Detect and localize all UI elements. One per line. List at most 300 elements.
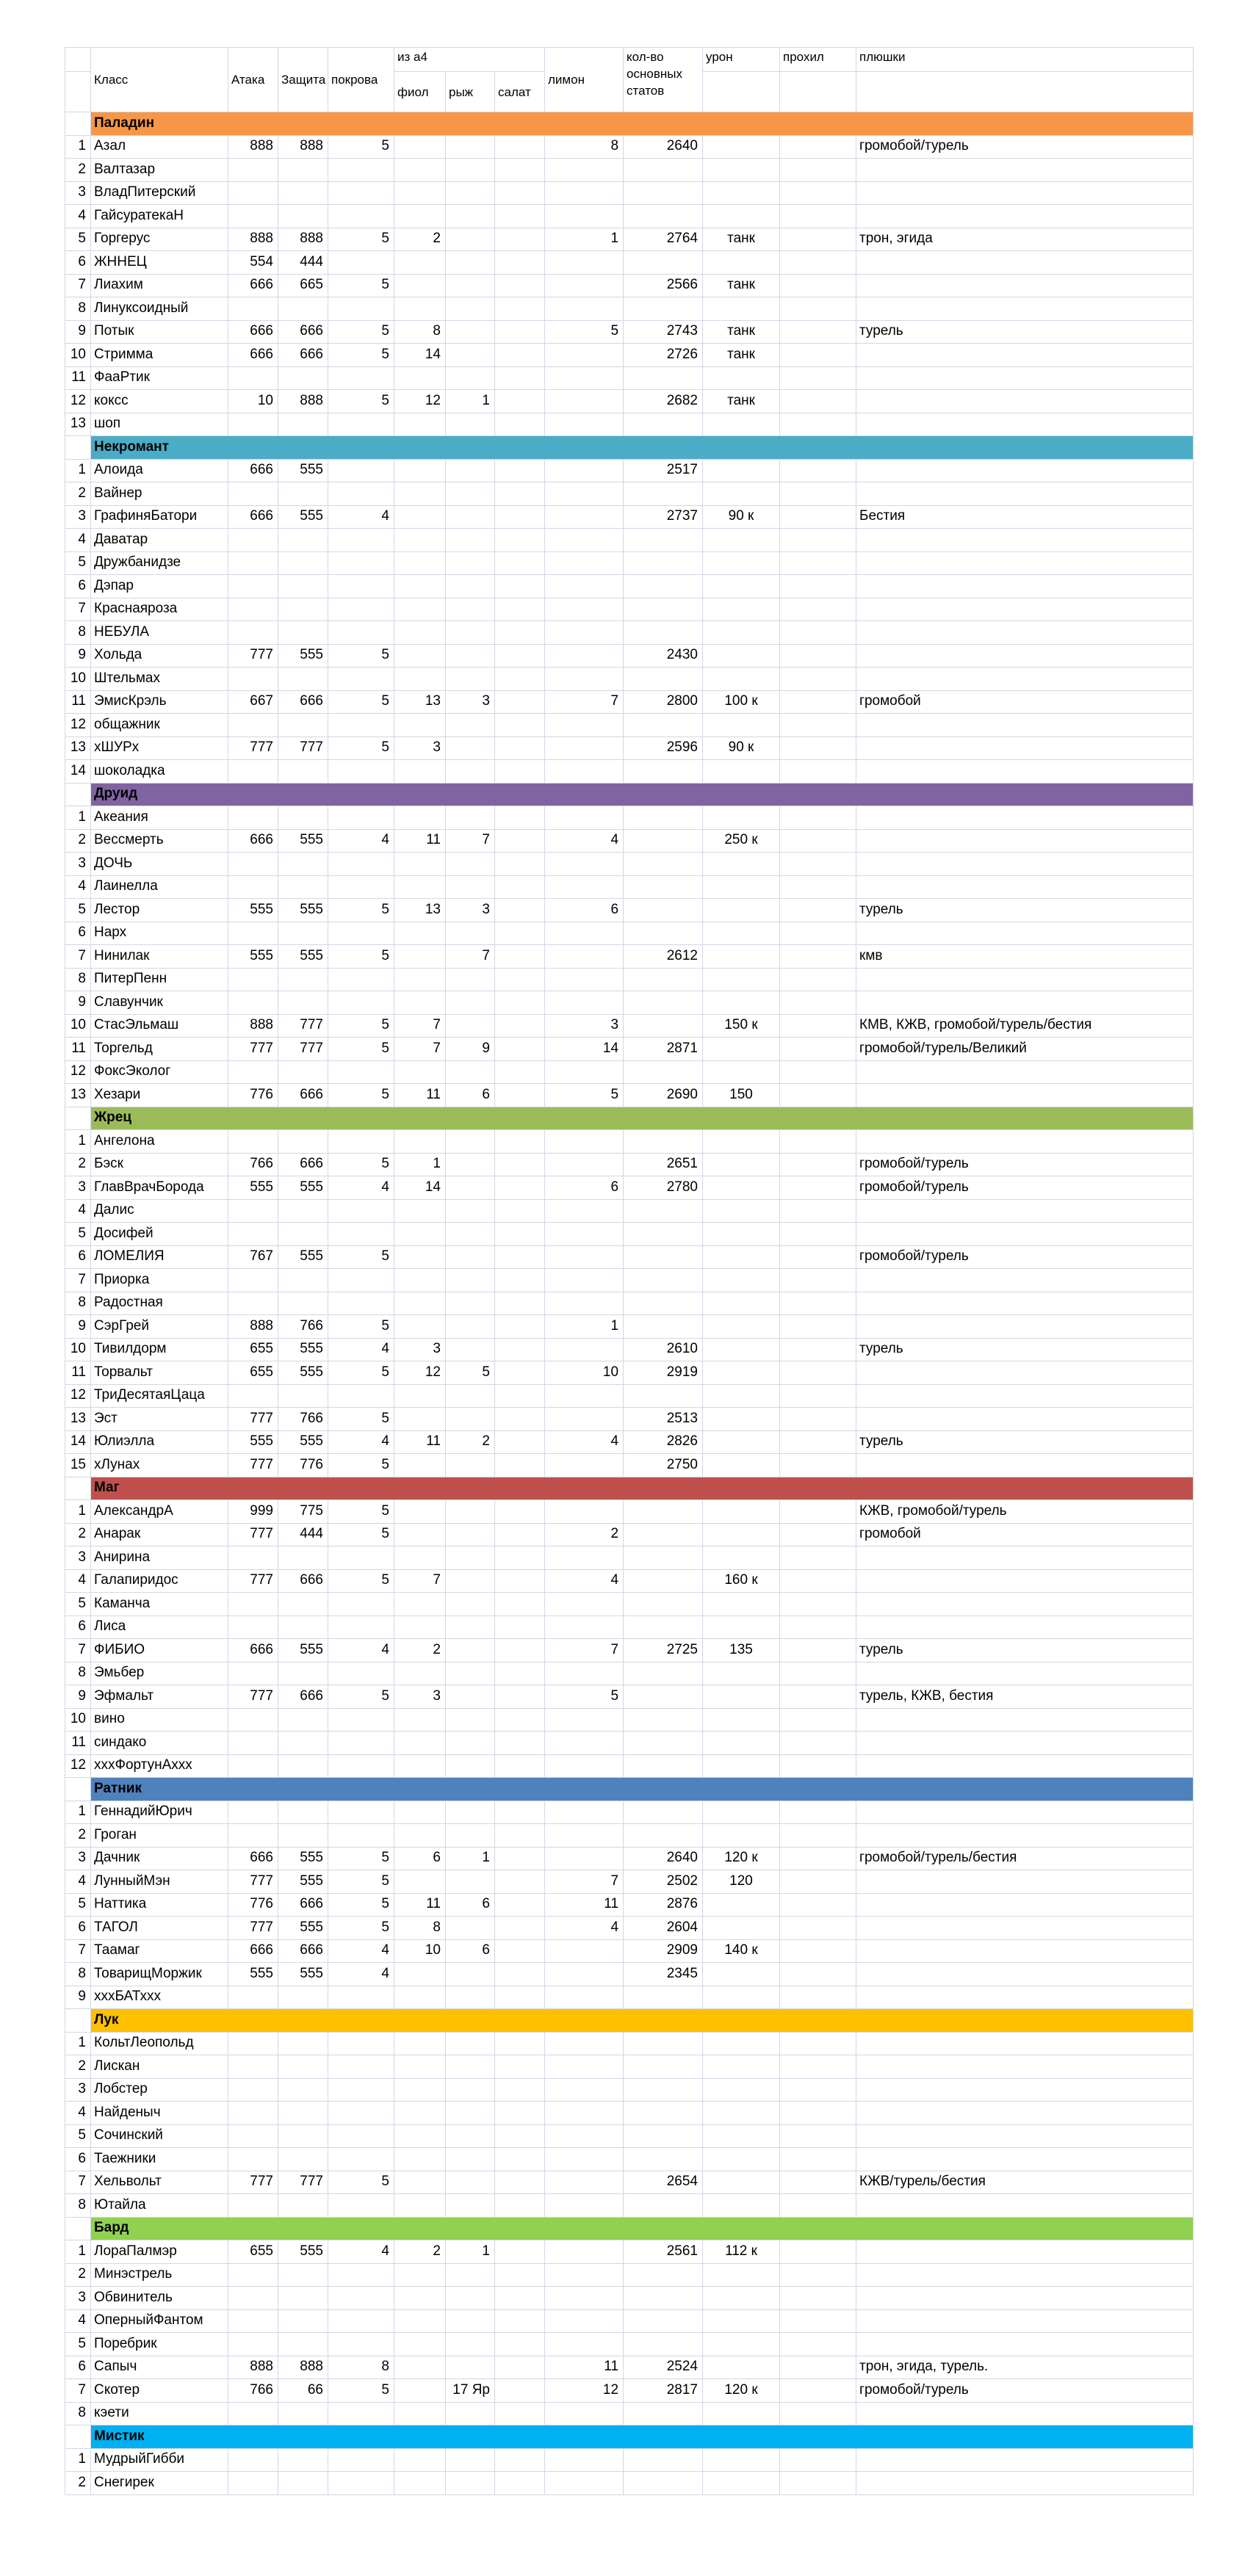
plushki-cell[interactable]: громобой/турель/бестия — [856, 1847, 1194, 1870]
limon-cell[interactable] — [545, 644, 624, 667]
defense-cell[interactable]: 555 — [278, 1963, 328, 1986]
uron-cell[interactable]: 160 к — [703, 1569, 780, 1593]
stats-cell[interactable]: 2654 — [624, 2171, 703, 2194]
stats-cell[interactable]: 2651 — [624, 1153, 703, 1176]
limon-cell[interactable]: 5 — [545, 1685, 624, 1709]
pokrova-cell[interactable]: 5 — [328, 1408, 394, 1431]
limon-cell[interactable] — [545, 482, 624, 506]
defense-cell[interactable] — [278, 621, 328, 645]
uron-cell[interactable] — [703, 644, 780, 667]
prohil-cell[interactable] — [780, 2078, 856, 2102]
fiol-cell[interactable]: 2 — [394, 228, 446, 251]
uron-cell[interactable] — [703, 1384, 780, 1408]
defense-cell[interactable] — [278, 551, 328, 575]
uron-cell[interactable] — [703, 1176, 780, 1200]
attack-cell[interactable] — [228, 991, 278, 1015]
plushki-cell[interactable] — [856, 991, 1194, 1015]
stats-cell[interactable]: 2610 — [624, 1338, 703, 1361]
class-cell[interactable]: Таежники — [91, 2148, 228, 2171]
header-fiol[interactable]: фиол — [394, 72, 446, 112]
uron-cell[interactable]: танк — [703, 228, 780, 251]
ryzh-cell[interactable] — [446, 1384, 495, 1408]
fiol-cell[interactable] — [394, 1454, 446, 1477]
pokrova-cell[interactable] — [328, 2402, 394, 2425]
pokrova-cell[interactable] — [328, 1732, 394, 1755]
group-header-cell[interactable]: Ратник — [91, 1778, 1194, 1801]
row-number-cell[interactable]: 1 — [65, 1801, 91, 1824]
class-cell[interactable]: Даватар — [91, 529, 228, 552]
ryzh-cell[interactable] — [446, 2402, 495, 2425]
stats-cell[interactable] — [624, 991, 703, 1015]
defense-cell[interactable] — [278, 1199, 328, 1223]
class-cell[interactable]: Галапиридос — [91, 1569, 228, 1593]
prohil-cell[interactable] — [780, 251, 856, 275]
fiol-cell[interactable] — [394, 1986, 446, 2009]
salat-cell[interactable] — [495, 1361, 545, 1385]
pokrova-cell[interactable] — [328, 2102, 394, 2125]
row-number-cell[interactable]: 6 — [65, 1245, 91, 1269]
defense-cell[interactable] — [278, 1616, 328, 1639]
row-number-cell[interactable]: 10 — [65, 1014, 91, 1038]
ryzh-cell[interactable]: 6 — [446, 1084, 495, 1107]
limon-cell[interactable]: 14 — [545, 1038, 624, 1061]
attack-cell[interactable] — [228, 760, 278, 784]
defense-cell[interactable] — [278, 2124, 328, 2148]
stats-cell[interactable] — [624, 413, 703, 436]
attack-cell[interactable] — [228, 1754, 278, 1778]
prohil-cell[interactable] — [780, 2309, 856, 2333]
defense-cell[interactable] — [278, 2194, 328, 2218]
ryzh-cell[interactable] — [446, 413, 495, 436]
pokrova-cell[interactable] — [328, 621, 394, 645]
uron-cell[interactable] — [703, 1361, 780, 1385]
defense-cell[interactable] — [278, 1384, 328, 1408]
plushki-cell[interactable]: громобой/турель — [856, 1245, 1194, 1269]
plushki-cell[interactable] — [856, 714, 1194, 737]
prohil-cell[interactable] — [780, 922, 856, 945]
row-number-cell[interactable]: 7 — [65, 598, 91, 621]
uron-cell[interactable] — [703, 1223, 780, 1246]
pokrova-cell[interactable]: 5 — [328, 274, 394, 297]
ryzh-cell[interactable]: 1 — [446, 390, 495, 413]
ryzh-cell[interactable]: 9 — [446, 1038, 495, 1061]
plushki-cell[interactable] — [856, 2055, 1194, 2079]
defense-cell[interactable]: 444 — [278, 251, 328, 275]
fiol-cell[interactable] — [394, 1384, 446, 1408]
salat-cell[interactable] — [495, 1338, 545, 1361]
fiol-cell[interactable]: 11 — [394, 1084, 446, 1107]
class-cell[interactable]: ОперныйФантом — [91, 2309, 228, 2333]
prohil-cell[interactable] — [780, 1569, 856, 1593]
plushki-cell[interactable]: кмв — [856, 945, 1194, 969]
row-number-cell[interactable]: 5 — [65, 1893, 91, 1917]
fiol-cell[interactable] — [394, 159, 446, 182]
attack-cell[interactable] — [228, 297, 278, 321]
row-number-cell[interactable]: 7 — [65, 274, 91, 297]
salat-cell[interactable] — [495, 181, 545, 205]
plushki-cell[interactable] — [856, 621, 1194, 645]
fiol-cell[interactable] — [394, 505, 446, 529]
salat-cell[interactable] — [495, 1708, 545, 1732]
ryzh-cell[interactable] — [446, 1130, 495, 1154]
limon-cell[interactable] — [545, 2472, 624, 2495]
uron-cell[interactable] — [703, 482, 780, 506]
prohil-cell[interactable] — [780, 2148, 856, 2171]
plushki-cell[interactable] — [856, 529, 1194, 552]
attack-cell[interactable] — [228, 2102, 278, 2125]
plushki-cell[interactable] — [856, 598, 1194, 621]
fiol-cell[interactable] — [394, 205, 446, 228]
prohil-cell[interactable] — [780, 1038, 856, 1061]
ryzh-cell[interactable] — [446, 2263, 495, 2287]
plushki-cell[interactable] — [856, 2078, 1194, 2102]
fiol-cell[interactable] — [394, 2309, 446, 2333]
class-cell[interactable]: Снегирек — [91, 2472, 228, 2495]
plushki-cell[interactable] — [856, 760, 1194, 784]
prohil-cell[interactable] — [780, 1500, 856, 1524]
row-number-cell[interactable]: 11 — [65, 1361, 91, 1385]
uron-cell[interactable] — [703, 621, 780, 645]
plushki-cell[interactable]: КЖВ, громобой/турель — [856, 1500, 1194, 1524]
plushki-cell[interactable]: громобой/турель — [856, 1153, 1194, 1176]
row-number-cell[interactable]: 11 — [65, 1732, 91, 1755]
ryzh-cell[interactable] — [446, 598, 495, 621]
row-number-cell[interactable]: 7 — [65, 1639, 91, 1663]
prohil-cell[interactable] — [780, 181, 856, 205]
pokrova-cell[interactable] — [328, 1593, 394, 1616]
pokrova-cell[interactable] — [328, 2078, 394, 2102]
attack-cell[interactable] — [228, 1223, 278, 1246]
class-cell[interactable]: Поребрик — [91, 2333, 228, 2356]
class-cell[interactable]: Досифей — [91, 1223, 228, 1246]
defense-cell[interactable]: 888 — [278, 390, 328, 413]
limon-cell[interactable] — [545, 2124, 624, 2148]
attack-cell[interactable]: 555 — [228, 899, 278, 922]
pokrova-cell[interactable]: 5 — [328, 2379, 394, 2403]
class-cell[interactable]: Каманча — [91, 1593, 228, 1616]
salat-cell[interactable] — [495, 228, 545, 251]
pokrova-cell[interactable]: 5 — [328, 1569, 394, 1593]
fiol-cell[interactable]: 12 — [394, 1361, 446, 1385]
salat-cell[interactable] — [495, 1801, 545, 1824]
salat-cell[interactable] — [495, 2148, 545, 2171]
plushki-cell[interactable]: турель — [856, 1338, 1194, 1361]
plushki-cell[interactable] — [856, 2124, 1194, 2148]
prohil-cell[interactable] — [780, 1245, 856, 1269]
prohil-cell[interactable] — [780, 1430, 856, 1454]
row-number-cell[interactable] — [65, 1107, 91, 1130]
ryzh-cell[interactable] — [446, 2124, 495, 2148]
plushki-cell[interactable]: турель, КЖВ, бестия — [856, 1685, 1194, 1709]
class-cell[interactable]: ФааРтик — [91, 366, 228, 390]
prohil-cell[interactable] — [780, 159, 856, 182]
prohil-cell[interactable] — [780, 853, 856, 876]
row-number-cell[interactable]: 3 — [65, 1176, 91, 1200]
defense-cell[interactable]: 766 — [278, 1408, 328, 1431]
attack-cell[interactable]: 655 — [228, 1338, 278, 1361]
prohil-cell[interactable] — [780, 690, 856, 714]
salat-cell[interactable] — [495, 899, 545, 922]
defense-cell[interactable] — [278, 2309, 328, 2333]
salat-cell[interactable] — [495, 2309, 545, 2333]
limon-cell[interactable] — [545, 714, 624, 737]
class-cell[interactable]: ФИБИО — [91, 1639, 228, 1663]
fiol-cell[interactable]: 8 — [394, 1917, 446, 1940]
stats-cell[interactable]: 2876 — [624, 1893, 703, 1917]
ryzh-cell[interactable] — [446, 922, 495, 945]
salat-cell[interactable] — [495, 1939, 545, 1963]
prohil-cell[interactable] — [780, 644, 856, 667]
row-number-cell[interactable]: 2 — [65, 1824, 91, 1848]
stats-cell[interactable] — [624, 1824, 703, 1848]
attack-cell[interactable] — [228, 2402, 278, 2425]
stats-cell[interactable]: 2345 — [624, 1963, 703, 1986]
uron-cell[interactable] — [703, 598, 780, 621]
ryzh-cell[interactable] — [446, 1500, 495, 1524]
class-cell[interactable]: Обвинитель — [91, 2287, 228, 2310]
stats-cell[interactable] — [624, 1014, 703, 1038]
group-header-cell[interactable]: Жрец — [91, 1107, 1194, 1130]
attack-cell[interactable] — [228, 2148, 278, 2171]
ryzh-cell[interactable] — [446, 644, 495, 667]
ryzh-cell[interactable] — [446, 1963, 495, 1986]
pokrova-cell[interactable] — [328, 205, 394, 228]
attack-cell[interactable] — [228, 482, 278, 506]
uron-cell[interactable] — [703, 2102, 780, 2125]
class-cell[interactable]: синдако — [91, 1732, 228, 1755]
fiol-cell[interactable] — [394, 2333, 446, 2356]
fiol-cell[interactable] — [394, 2148, 446, 2171]
limon-cell[interactable] — [545, 297, 624, 321]
salat-cell[interactable] — [495, 690, 545, 714]
attack-cell[interactable]: 777 — [228, 1569, 278, 1593]
stats-cell[interactable] — [624, 1546, 703, 1570]
uron-cell[interactable] — [703, 1616, 780, 1639]
stats-cell[interactable] — [624, 251, 703, 275]
class-cell[interactable]: Стримма — [91, 344, 228, 367]
salat-cell[interactable] — [495, 945, 545, 969]
class-cell[interactable]: ТриДесятаяЦаца — [91, 1384, 228, 1408]
defense-cell[interactable]: 766 — [278, 1315, 328, 1339]
class-cell[interactable]: ЭмисКрэль — [91, 690, 228, 714]
stats-cell[interactable]: 2690 — [624, 1084, 703, 1107]
salat-cell[interactable] — [495, 2171, 545, 2194]
stats-cell[interactable] — [624, 297, 703, 321]
prohil-cell[interactable] — [780, 575, 856, 598]
limon-cell[interactable] — [545, 1847, 624, 1870]
ryzh-cell[interactable] — [446, 1315, 495, 1339]
stats-cell[interactable] — [624, 1593, 703, 1616]
salat-cell[interactable] — [495, 2078, 545, 2102]
uron-cell[interactable] — [703, 459, 780, 482]
attack-cell[interactable]: 666 — [228, 320, 278, 344]
row-number-cell[interactable]: 10 — [65, 344, 91, 367]
class-cell[interactable]: Далис — [91, 1199, 228, 1223]
plushki-cell[interactable] — [856, 1060, 1194, 1084]
class-cell[interactable]: ГайсуратекаН — [91, 205, 228, 228]
uron-cell[interactable] — [703, 1986, 780, 2009]
header-class[interactable]: Класс — [91, 48, 228, 112]
row-number-cell[interactable]: 8 — [65, 1662, 91, 1685]
attack-cell[interactable] — [228, 598, 278, 621]
fiol-cell[interactable]: 2 — [394, 2240, 446, 2264]
defense-cell[interactable]: 665 — [278, 274, 328, 297]
stats-cell[interactable] — [624, 968, 703, 991]
pokrova-cell[interactable]: 5 — [328, 1315, 394, 1339]
attack-cell[interactable] — [228, 2263, 278, 2287]
row-number-cell[interactable]: 8 — [65, 621, 91, 645]
limon-cell[interactable] — [545, 737, 624, 760]
class-cell[interactable]: Эфмальт — [91, 1685, 228, 1709]
pokrova-cell[interactable]: 5 — [328, 344, 394, 367]
salat-cell[interactable] — [495, 1245, 545, 1269]
plushki-cell[interactable] — [856, 366, 1194, 390]
plushki-cell[interactable] — [856, 2194, 1194, 2218]
uron-cell[interactable]: 120 к — [703, 2379, 780, 2403]
pokrova-cell[interactable] — [328, 991, 394, 1015]
attack-cell[interactable]: 655 — [228, 2240, 278, 2264]
uron-cell[interactable] — [703, 1130, 780, 1154]
pokrova-cell[interactable] — [328, 1060, 394, 1084]
prohil-cell[interactable] — [780, 1801, 856, 1824]
attack-cell[interactable] — [228, 1662, 278, 1685]
row-number-cell[interactable]: 3 — [65, 2287, 91, 2310]
stats-cell[interactable] — [624, 2287, 703, 2310]
uron-cell[interactable] — [703, 2309, 780, 2333]
attack-cell[interactable] — [228, 1199, 278, 1223]
defense-cell[interactable] — [278, 1824, 328, 1848]
ryzh-cell[interactable] — [446, 482, 495, 506]
fiol-cell[interactable] — [394, 2263, 446, 2287]
limon-cell[interactable] — [545, 1732, 624, 1755]
stats-cell[interactable] — [624, 366, 703, 390]
attack-cell[interactable]: 666 — [228, 459, 278, 482]
attack-cell[interactable] — [228, 875, 278, 899]
header-attack[interactable]: Атака — [228, 48, 278, 112]
row-number-cell[interactable]: 8 — [65, 1292, 91, 1315]
prohil-cell[interactable] — [780, 2032, 856, 2055]
fiol-cell[interactable] — [394, 760, 446, 784]
class-cell[interactable]: СэрГрей — [91, 1315, 228, 1339]
fiol-cell[interactable]: 11 — [394, 829, 446, 853]
salat-cell[interactable] — [495, 2032, 545, 2055]
limon-cell[interactable]: 4 — [545, 1430, 624, 1454]
pokrova-cell[interactable] — [328, 667, 394, 691]
uron-cell[interactable] — [703, 205, 780, 228]
limon-cell[interactable] — [545, 2448, 624, 2472]
prohil-cell[interactable] — [780, 228, 856, 251]
limon-cell[interactable] — [545, 2263, 624, 2287]
defense-cell[interactable] — [278, 2472, 328, 2495]
defense-cell[interactable]: 666 — [278, 1569, 328, 1593]
plushki-cell[interactable] — [856, 1917, 1194, 1940]
limon-cell[interactable] — [545, 1593, 624, 1616]
plushki-cell[interactable] — [856, 1662, 1194, 1685]
prohil-cell[interactable] — [780, 1199, 856, 1223]
stats-cell[interactable] — [624, 181, 703, 205]
class-cell[interactable]: ГрафиняБатори — [91, 505, 228, 529]
uron-cell[interactable] — [703, 2032, 780, 2055]
attack-cell[interactable]: 777 — [228, 737, 278, 760]
uron-cell[interactable] — [703, 366, 780, 390]
salat-cell[interactable] — [495, 760, 545, 784]
salat-cell[interactable] — [495, 2333, 545, 2356]
prohil-cell[interactable] — [780, 2240, 856, 2264]
plushki-cell[interactable] — [856, 644, 1194, 667]
salat-cell[interactable] — [495, 297, 545, 321]
stats-cell[interactable] — [624, 1986, 703, 2009]
uron-cell[interactable]: 150 к — [703, 1014, 780, 1038]
plushki-cell[interactable] — [856, 1824, 1194, 1848]
row-number-cell[interactable]: 7 — [65, 1939, 91, 1963]
class-cell[interactable]: ГлавВрачБорода — [91, 1176, 228, 1200]
row-number-cell[interactable]: 7 — [65, 2171, 91, 2194]
uron-cell[interactable] — [703, 2148, 780, 2171]
uron-cell[interactable] — [703, 1269, 780, 1292]
stats-cell[interactable] — [624, 2032, 703, 2055]
row-number-cell[interactable]: 9 — [65, 1986, 91, 2009]
defense-cell[interactable] — [278, 922, 328, 945]
attack-cell[interactable] — [228, 2309, 278, 2333]
pokrova-cell[interactable] — [328, 1546, 394, 1570]
ryzh-cell[interactable] — [446, 1454, 495, 1477]
stats-cell[interactable]: 2640 — [624, 135, 703, 159]
limon-cell[interactable] — [545, 413, 624, 436]
class-cell[interactable]: Сочинский — [91, 2124, 228, 2148]
salat-cell[interactable] — [495, 853, 545, 876]
attack-cell[interactable]: 777 — [228, 1038, 278, 1061]
attack-cell[interactable]: 777 — [228, 1685, 278, 1709]
plushki-cell[interactable] — [856, 1315, 1194, 1339]
defense-cell[interactable] — [278, 482, 328, 506]
salat-cell[interactable] — [495, 737, 545, 760]
ryzh-cell[interactable] — [446, 1662, 495, 1685]
uron-cell[interactable] — [703, 2124, 780, 2148]
limon-cell[interactable] — [545, 922, 624, 945]
plushki-cell[interactable] — [856, 1384, 1194, 1408]
defense-cell[interactable] — [278, 968, 328, 991]
ryzh-cell[interactable] — [446, 135, 495, 159]
class-cell[interactable]: Хезари — [91, 1084, 228, 1107]
defense-cell[interactable]: 666 — [278, 1893, 328, 1917]
limon-cell[interactable] — [545, 2309, 624, 2333]
ryzh-cell[interactable] — [446, 2333, 495, 2356]
limon-cell[interactable] — [545, 575, 624, 598]
group-header-cell[interactable]: Бард — [91, 2217, 1194, 2240]
plushki-cell[interactable] — [856, 1130, 1194, 1154]
pokrova-cell[interactable] — [328, 482, 394, 506]
defense-cell[interactable]: 555 — [278, 1176, 328, 1200]
pokrova-cell[interactable]: 4 — [328, 829, 394, 853]
stats-cell[interactable] — [624, 1685, 703, 1709]
defense-cell[interactable] — [278, 1754, 328, 1778]
class-cell[interactable]: Анарак — [91, 1523, 228, 1546]
plushki-cell[interactable] — [856, 274, 1194, 297]
attack-cell[interactable]: 666 — [228, 505, 278, 529]
salat-cell[interactable] — [495, 1384, 545, 1408]
limon-cell[interactable] — [545, 1292, 624, 1315]
stats-cell[interactable] — [624, 714, 703, 737]
salat-cell[interactable] — [495, 1269, 545, 1292]
pokrova-cell[interactable]: 4 — [328, 2240, 394, 2264]
row-number-cell[interactable]: 5 — [65, 2333, 91, 2356]
uron-cell[interactable] — [703, 2078, 780, 2102]
limon-cell[interactable] — [545, 2148, 624, 2171]
pokrova-cell[interactable] — [328, 2194, 394, 2218]
limon-cell[interactable]: 2 — [545, 1523, 624, 1546]
fiol-cell[interactable] — [394, 1292, 446, 1315]
pokrova-cell[interactable] — [328, 2448, 394, 2472]
